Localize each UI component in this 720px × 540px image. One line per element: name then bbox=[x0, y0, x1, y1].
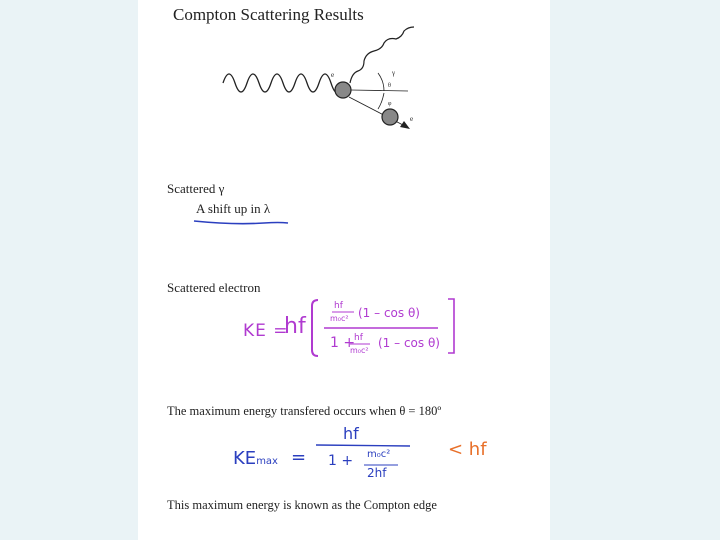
scattered-gamma-heading: Scattered γ bbox=[167, 181, 225, 196]
kemax-label bbox=[233, 448, 278, 469]
compton-diagram bbox=[218, 35, 438, 140]
ke-den-hf: hf bbox=[354, 333, 363, 343]
scattered-photon-wave bbox=[350, 27, 414, 83]
ke-den-m0c2: m₀c² bbox=[350, 346, 369, 355]
compton-edge-statement: This maximum energy is known as the Compton edge bbox=[167, 498, 437, 512]
blue-underline bbox=[192, 218, 292, 228]
kemax-num-hf: hf bbox=[343, 424, 359, 443]
kemax-equals: = bbox=[291, 447, 307, 468]
electron-at-rest bbox=[335, 82, 351, 98]
kemax-sub: max bbox=[256, 456, 278, 467]
scattered-electron-heading: Scattered electron bbox=[167, 280, 261, 295]
scattered-electron bbox=[382, 109, 398, 125]
ke-hf: hf bbox=[284, 314, 306, 339]
theta-arc bbox=[378, 73, 384, 91]
label-phi: φ bbox=[388, 101, 392, 107]
label-electron-scattered: e bbox=[410, 115, 414, 123]
label-gamma: γ bbox=[392, 69, 396, 77]
kemax-ke: KE bbox=[233, 448, 257, 469]
incoming-photon-wave bbox=[223, 74, 339, 92]
label-electron-incoming: e bbox=[331, 71, 335, 79]
electron-path-arrow bbox=[400, 121, 410, 129]
kemax-den-m0c2: m₀c² bbox=[367, 449, 391, 460]
ke-num-term: (1 – cos θ) bbox=[358, 306, 420, 320]
kemax-den-one: 1 + bbox=[328, 453, 354, 469]
label-theta: θ bbox=[388, 83, 391, 89]
max-energy-statement: The maximum energy transfered occurs when θ = 180º bbox=[167, 404, 442, 418]
phi-arc bbox=[378, 93, 384, 109]
document-page bbox=[138, 0, 550, 540]
ke-den-term: (1 – cos θ) bbox=[378, 336, 440, 350]
wavelength-shift-note: A shift up in λ bbox=[196, 201, 271, 216]
page-title: Compton Scattering Results bbox=[173, 5, 364, 24]
kemax-den-2hf: 2hf bbox=[367, 466, 387, 480]
kemax-comparison: < hf bbox=[448, 439, 487, 460]
ke-den-one: 1 + bbox=[330, 335, 356, 351]
ke-num-hf: hf bbox=[334, 301, 343, 311]
ke-label: KE = bbox=[243, 321, 289, 341]
reference-axis bbox=[351, 90, 408, 91]
ke-num-m0c2: m₀c² bbox=[330, 314, 349, 323]
